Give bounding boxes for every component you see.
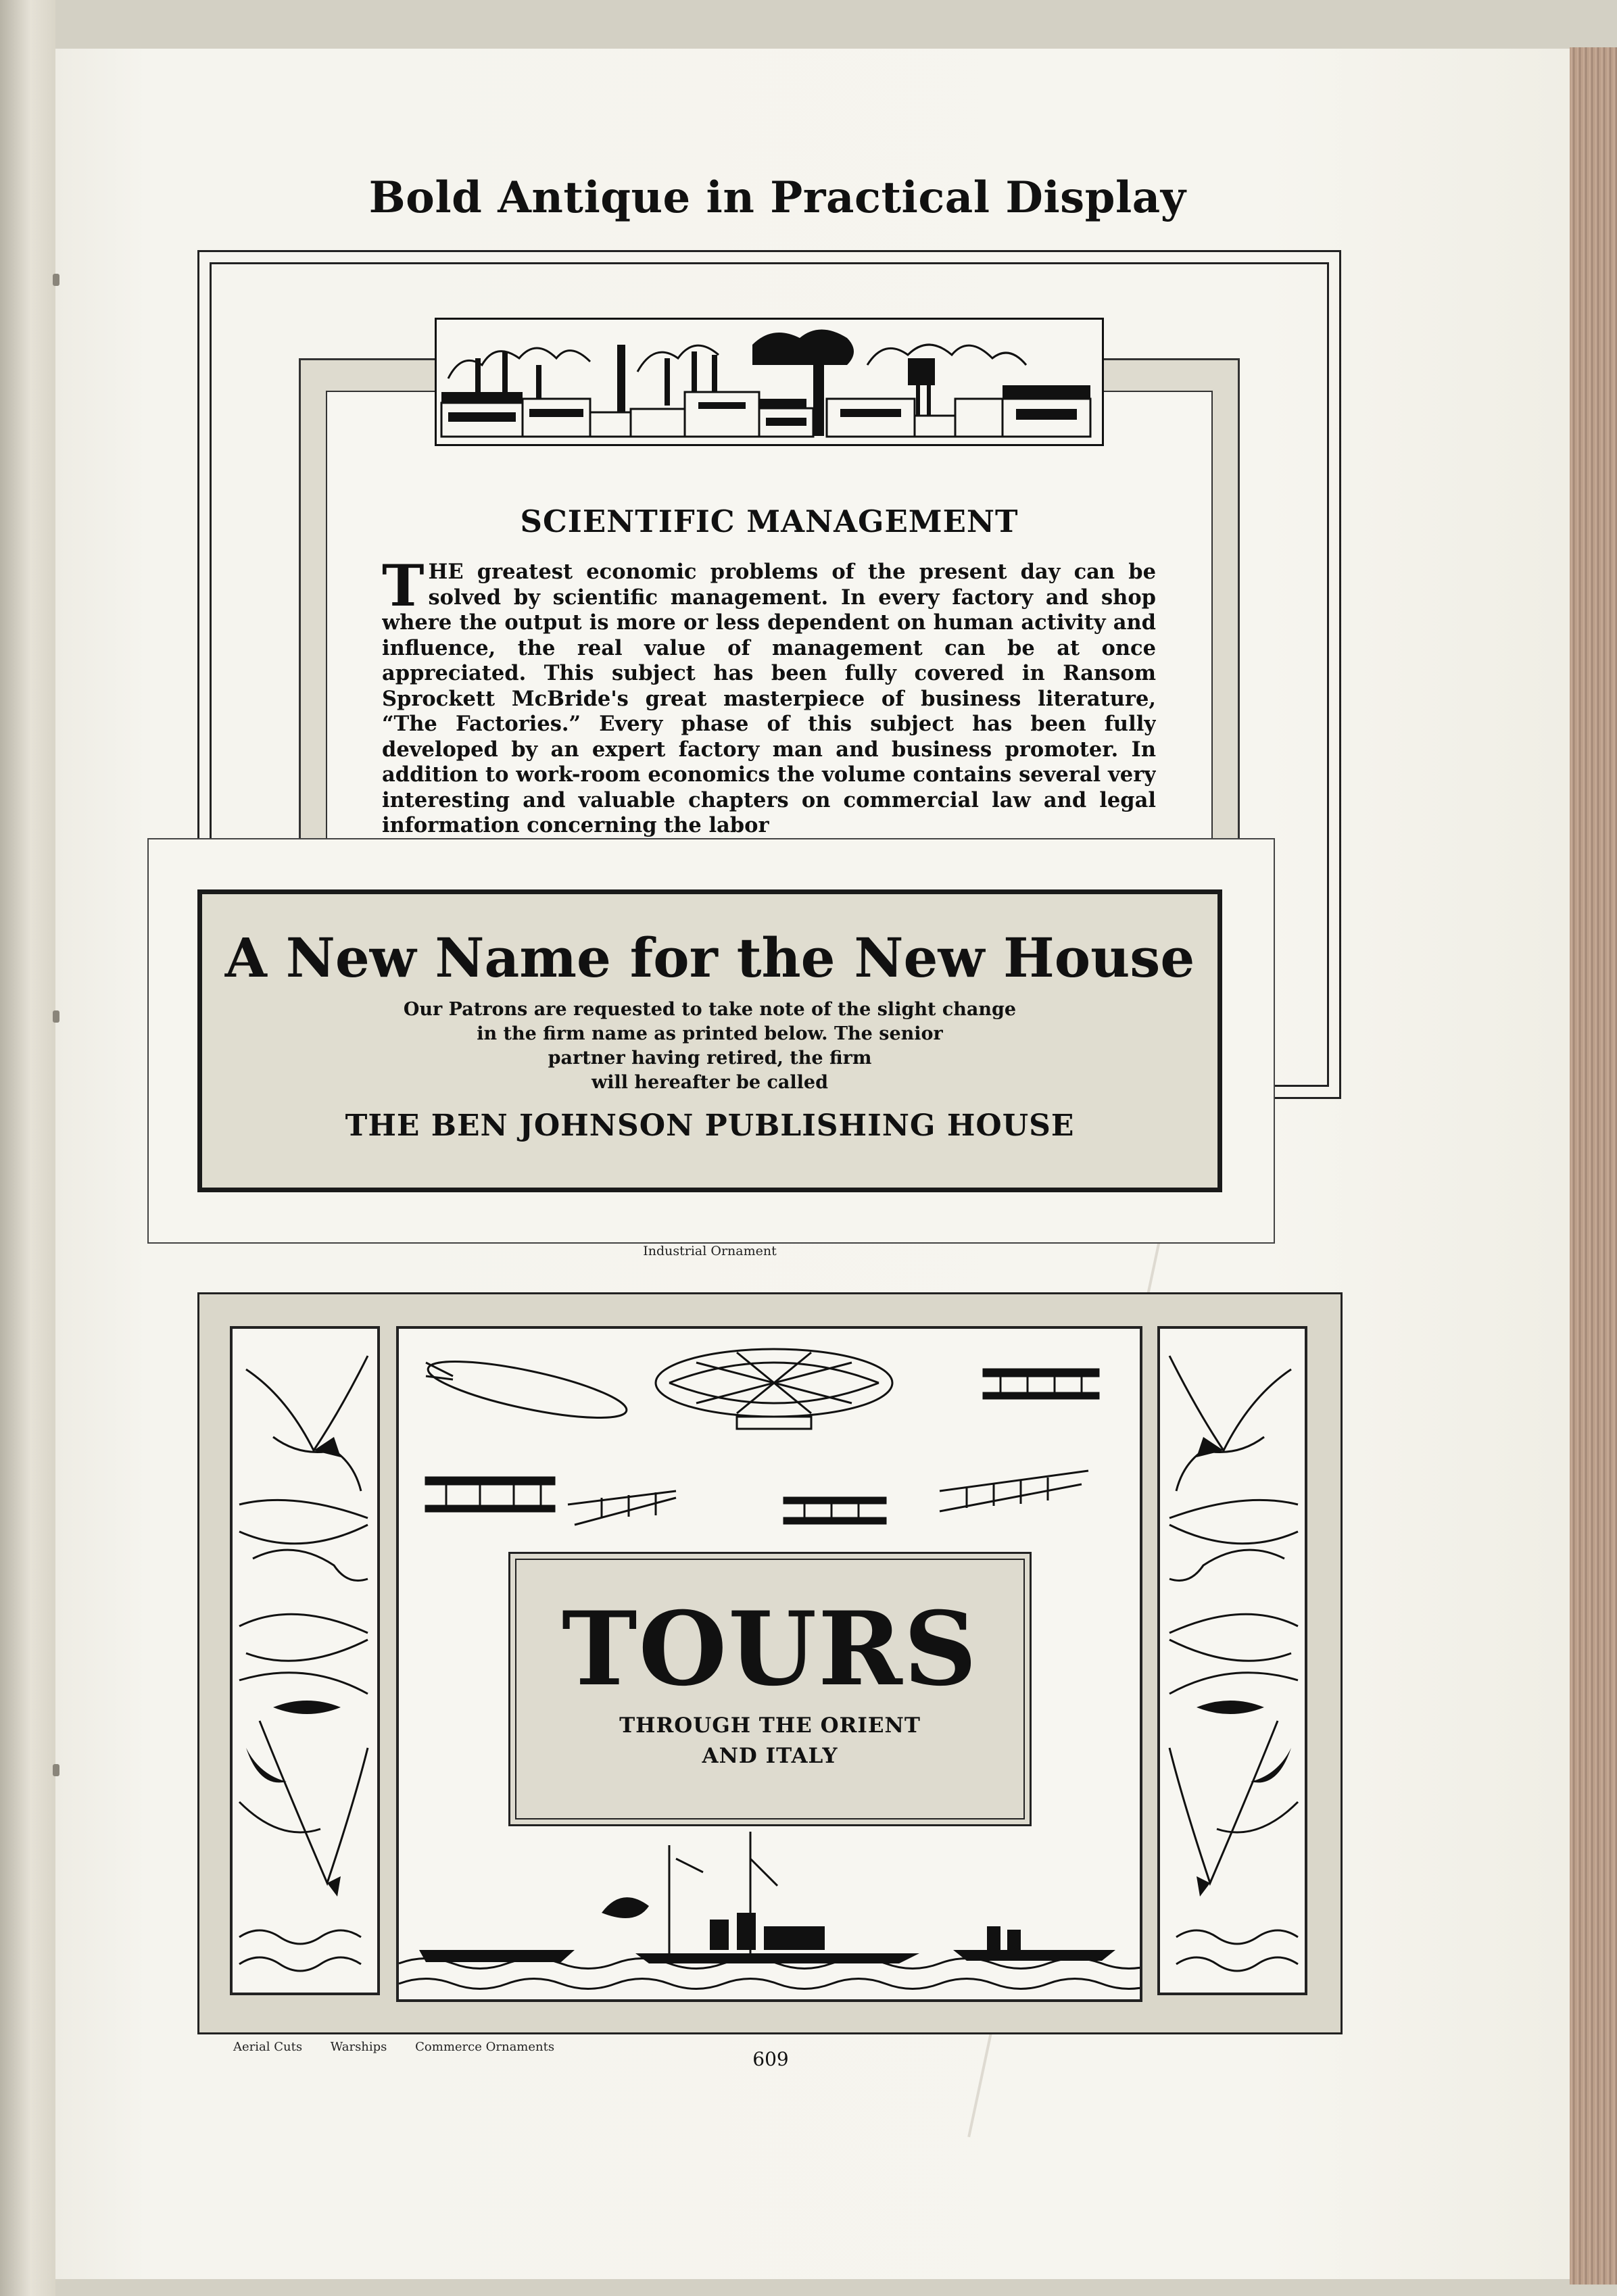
binding-hole bbox=[53, 1764, 59, 1776]
warship-icon bbox=[399, 1818, 1140, 1999]
ad-heading: SCIENTIFIC MANAGEMENT bbox=[520, 504, 1019, 539]
page-title: Bold Antique in Practical Display bbox=[368, 172, 1186, 223]
seabird-border-icon bbox=[1160, 1329, 1305, 1993]
drop-cap: T bbox=[382, 560, 425, 619]
tours-heading: TOURS bbox=[561, 1590, 979, 1709]
caption-warships: Warships bbox=[330, 2040, 387, 2054]
binding-hole bbox=[53, 274, 59, 286]
caption-industrial: Industrial Ornament bbox=[643, 1244, 777, 1259]
ad-body-copy: HE greatest economic problems of the present day can be solved by scientific management. In every factory and shop where the output is more or less dependent on human activity and influence, the real value of management can be at once appreciated. This subject has been fully covered in Ransom Sprockett McBride's great masterpiece of business literature, “The Factories.” Every phase of this subject has been fully developed by an expert factory man and business promoter. In addition to work-room economics the volume contains several very interesting and valuable chapters on commercial law and legal information concerning the labor bbox=[382, 560, 1156, 837]
book-gutter bbox=[0, 0, 55, 2296]
tours-subheading: THROUGH THE ORIENT bbox=[619, 1713, 921, 1738]
page-edges bbox=[1570, 47, 1617, 2285]
ad-body-text bbox=[382, 560, 1156, 837]
aircraft-art bbox=[399, 1329, 1140, 1586]
caption-commerce-ornaments: Commerce Ornaments bbox=[415, 2040, 555, 2054]
notice-line: partner having retired, the firm bbox=[548, 1048, 872, 1069]
factory-skyline-icon bbox=[435, 318, 1104, 446]
notice-line: will hereafter be called bbox=[592, 1072, 828, 1093]
airship-icon bbox=[424, 1349, 892, 1430]
tours-subheading: AND ITALY bbox=[702, 1744, 838, 1768]
seabird-border-icon bbox=[233, 1329, 377, 1993]
notice-firm-name: THE BEN JOHNSON PUBLISHING HOUSE bbox=[345, 1108, 1075, 1143]
notice-heading: A New Name for the New House bbox=[224, 926, 1195, 990]
binding-hole bbox=[53, 1010, 59, 1023]
caption-aerial-cuts: Aerial Cuts bbox=[233, 2040, 303, 2054]
page-number: 609 bbox=[752, 2048, 789, 2070]
captions-bottom bbox=[233, 2040, 579, 2054]
notice-line: in the firm name as printed below. The senior bbox=[477, 1023, 943, 1044]
notice-line: Our Patrons are requested to take note of the slight change bbox=[403, 999, 1017, 1020]
